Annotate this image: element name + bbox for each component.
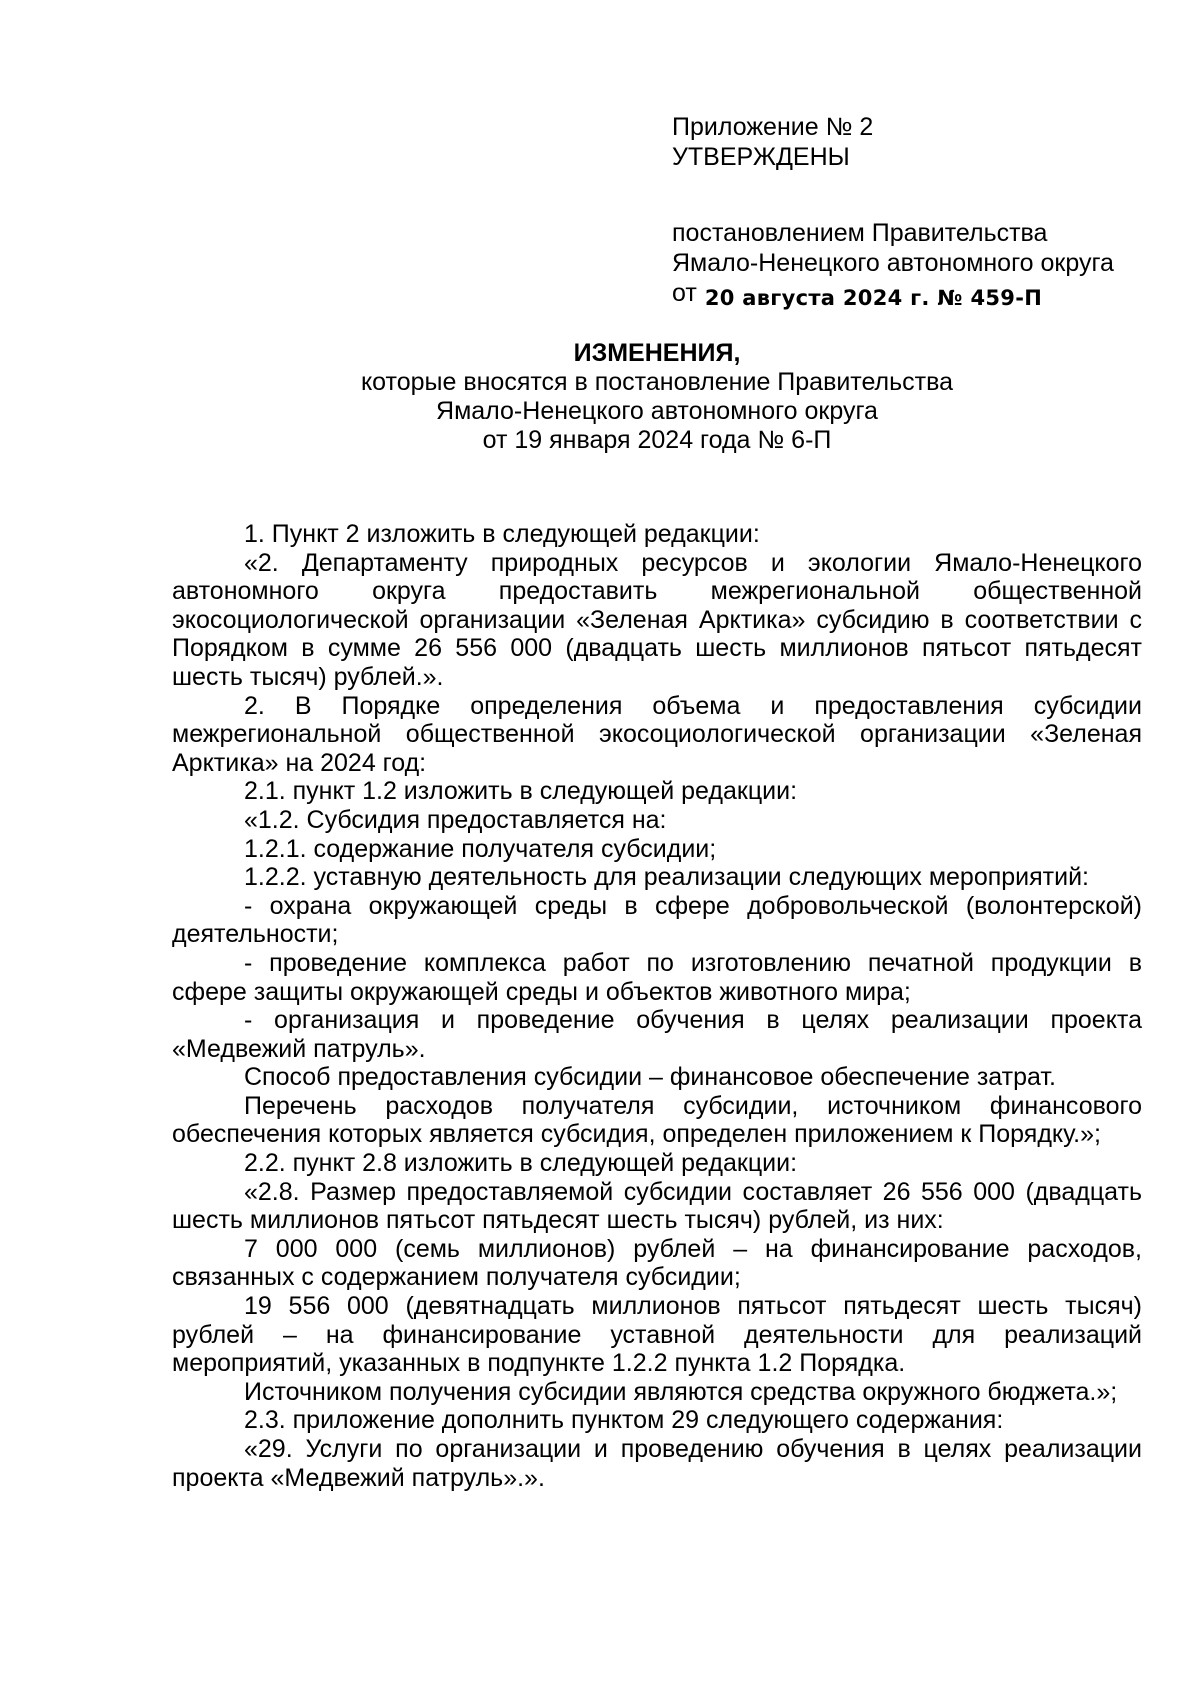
paragraph-6: 1.2.1. содержание получателя субсидии; xyxy=(244,834,717,863)
document-body xyxy=(172,520,1142,1492)
paragraph-12: Перечень расходов получателя субсидии, источником финансового обеспечения которых является субсидия, определен приложением к Порядку.»; xyxy=(172,1091,1142,1149)
approved-by-line-2: Ямало-Ненецкого автономного округа xyxy=(672,249,1114,277)
approved-by-line-1: постановлением Правительства xyxy=(672,219,1048,247)
paragraph-1: 1. Пункт 2 изложить в следующей редакции: xyxy=(244,520,760,548)
paragraph-19: «29. Услуги по организации и проведению обучения в целях реализации проекта «Медвежий патруль».». xyxy=(172,1435,1142,1492)
approval-date-line xyxy=(672,278,1114,313)
paragraph-13: 2.2. пункт 2.8 изложить в следующей редакции: xyxy=(244,1149,798,1178)
date-prefix: от xyxy=(672,279,697,307)
paragraph-14: «2.8. Размер предоставляемой субсидии составляет 26 556 000 (двадцать шесть миллионов пятьсот пятьдесят шесть тысяч) рублей, из них: xyxy=(172,1177,1142,1235)
approval-gap xyxy=(672,172,1114,218)
paragraph-16: 19 556 000 (девятнадцать миллионов пятьсот пятьдесят шесть тысяч) рублей – на финансирование уставной деятельности для реализаций мероприятий, указанных в подпункте 1.2.2 пункта 1.2 Порядка. xyxy=(172,1292,1142,1378)
header-line-2: Ямало-Ненецкого автономного округа xyxy=(436,397,878,425)
paragraph-15: 7 000 000 (семь миллионов) рублей – на финансирование расходов, связанных с содержанием получателя субсидии; xyxy=(172,1234,1142,1292)
paragraph-7: 1.2.2. уставную деятельность для реализации следующих мероприятий: xyxy=(244,863,1089,892)
paragraph-11: Способ предоставления субсидии – финансовое обеспечение затрат. xyxy=(244,1063,1056,1092)
paragraph-17: Источником получения субсидии являются средства окружного бюджета.»; xyxy=(244,1377,1118,1406)
paragraph-9: - проведение комплекса работ по изготовлению печатной продукции в сфере защиты окружающей среды и объектов животного мира; xyxy=(172,948,1142,1006)
paragraph-5: «1.2. Субсидия предоставляется на: xyxy=(244,805,667,834)
date-stamp: 20 августа 2024 г. № 459-П xyxy=(704,286,1043,310)
approval-block xyxy=(672,112,1114,313)
paragraph-10: - организация и проведение обучения в целях реализации проекта «Медвежий патруль». xyxy=(172,1006,1142,1063)
paragraph-3: 2. В Порядке определения объема и предоставления субсидии межрегиональной общественной экосоциологической организации «Зеленая Арктика» на 2024 год: xyxy=(172,691,1142,777)
document-header xyxy=(172,339,1142,455)
approved-label: УТВЕРЖДЕНЫ xyxy=(672,143,850,171)
document-title: ИЗМЕНЕНИЯ, xyxy=(573,339,741,367)
paragraph-18: 2.3. приложение дополнить пунктом 29 следующего содержания: xyxy=(244,1406,1004,1435)
paragraph-8: - охрана окружающей среды в сфере добровольческой (волонтерской) деятельности; xyxy=(172,891,1142,949)
header-line-3: от 19 января 2024 года № 6-П xyxy=(482,426,832,454)
header-line-1: которые вносятся в постановление Правительства xyxy=(360,368,954,396)
paragraph-2: «2. Департаменту природных ресурсов и экологии Ямало-Ненецкого автономного округа предоставить межрегиональной общественной экосоциологической организации «Зеленая Арктика» субсидию в соответствии с Порядком в сумме 26 556 000 (двадцать шесть миллионов пятьсот пятьдесят шесть тысяч) рублей.». xyxy=(172,548,1142,691)
appendix-label: Приложение № 2 xyxy=(672,113,874,141)
paragraph-4: 2.1. пункт 1.2 изложить в следующей редакции: xyxy=(244,777,798,806)
